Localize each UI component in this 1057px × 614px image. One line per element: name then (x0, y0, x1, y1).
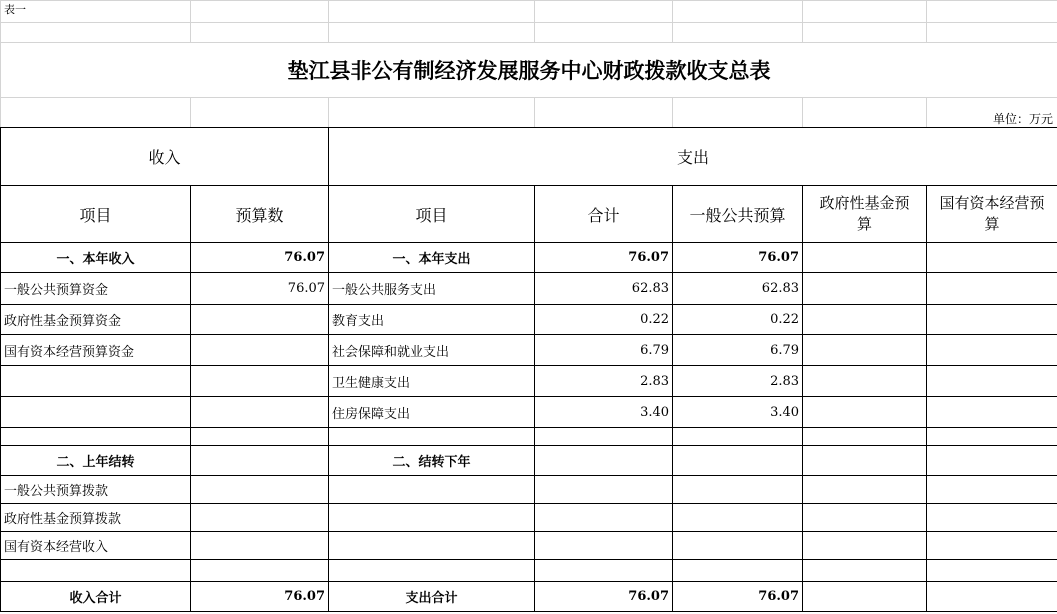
state-capital-cell[interactable] (927, 560, 1057, 582)
cell[interactable] (191, 98, 329, 128)
income-item-cell[interactable]: 国有资本经营收入 (1, 532, 191, 560)
state-capital-cell[interactable] (927, 446, 1057, 476)
page-title: 垫江县非公有制经济发展服务中心财政拨款收支总表 (1, 43, 1057, 98)
total-cell[interactable] (535, 532, 673, 560)
cell[interactable] (803, 1, 927, 23)
income-header: 收入 (1, 128, 329, 186)
gov-fund-cell[interactable] (803, 335, 927, 366)
cell[interactable] (673, 98, 803, 128)
expense-header: 支出 (329, 128, 1057, 186)
state-capital-cell[interactable] (927, 532, 1057, 560)
income-amount-cell[interactable]: 76.07 (191, 243, 329, 273)
budget-amount-header: 预算数 (191, 186, 329, 243)
gov-fund-cell[interactable] (803, 560, 927, 582)
cell[interactable] (927, 23, 1057, 43)
income-item-cell[interactable]: 政府性基金预算拨款 (1, 504, 191, 532)
state-capital-cell[interactable] (927, 428, 1057, 446)
table-row (1, 366, 1057, 397)
income-item-cell[interactable]: 收入合计 (1, 582, 191, 612)
expense-item-cell[interactable]: 一、本年支出 (329, 243, 535, 273)
total-cell[interactable]: 6.79 (535, 335, 673, 366)
income-amount-cell[interactable] (191, 446, 329, 476)
income-item-cell[interactable] (1, 366, 191, 397)
general-budget-cell[interactable] (673, 532, 803, 560)
table-row (1, 428, 1057, 446)
income-amount-cell[interactable] (191, 397, 329, 428)
state-capital-cell[interactable] (927, 305, 1057, 335)
gov-fund-cell[interactable] (803, 476, 927, 504)
income-item-cell[interactable] (1, 428, 191, 446)
gov-fund-cell[interactable] (803, 582, 927, 612)
general-budget-cell[interactable] (673, 476, 803, 504)
income-amount-cell[interactable] (191, 366, 329, 397)
total-header: 合计 (535, 186, 673, 243)
total-cell[interactable]: 76.07 (535, 582, 673, 612)
table-row (1, 243, 1057, 273)
expense-item-cell[interactable]: 二、结转下年 (329, 446, 535, 476)
cell[interactable] (191, 1, 329, 23)
income-item-cell[interactable] (1, 397, 191, 428)
total-cell[interactable]: 3.40 (535, 397, 673, 428)
income-amount-cell[interactable]: 76.07 (191, 273, 329, 305)
cell[interactable] (673, 1, 803, 23)
total-cell[interactable]: 2.83 (535, 366, 673, 397)
income-amount-cell[interactable] (191, 428, 329, 446)
total-cell[interactable] (535, 446, 673, 476)
income-item-cell[interactable]: 一般公共预算拨款 (1, 476, 191, 504)
gov-fund-cell[interactable] (803, 273, 927, 305)
table-row (1, 273, 1057, 305)
gov-fund-cell[interactable] (803, 428, 927, 446)
cell[interactable] (329, 98, 535, 128)
general-budget-cell[interactable] (673, 560, 803, 582)
general-budget-cell[interactable]: 76.07 (673, 243, 803, 273)
table-row (1, 335, 1057, 366)
gov-fund-cell[interactable] (803, 397, 927, 428)
income-item-header: 项目 (1, 186, 191, 243)
total-cell[interactable] (535, 560, 673, 582)
general-budget-cell[interactable] (673, 504, 803, 532)
table-row (1, 397, 1057, 428)
general-budget-cell[interactable]: 2.83 (673, 366, 803, 397)
cell[interactable] (927, 1, 1057, 23)
income-item-cell[interactable]: 一般公共预算资金 (1, 273, 191, 305)
gov-fund-cell[interactable] (803, 446, 927, 476)
income-amount-cell[interactable] (191, 532, 329, 560)
table-row (1, 446, 1057, 476)
cell[interactable] (1, 98, 191, 128)
total-cell[interactable]: 62.83 (535, 273, 673, 305)
general-budget-cell[interactable]: 62.83 (673, 273, 803, 305)
income-amount-cell[interactable] (191, 305, 329, 335)
cell[interactable] (329, 1, 535, 23)
table-row (1, 582, 1057, 612)
expense-item-cell[interactable] (329, 532, 535, 560)
general-budget-cell[interactable]: 6.79 (673, 335, 803, 366)
expense-item-cell[interactable]: 社会保障和就业支出 (329, 335, 535, 366)
general-budget-header: 一般公共预算 (673, 186, 803, 243)
budget-table (0, 127, 1057, 612)
total-cell[interactable] (535, 476, 673, 504)
expense-item-cell[interactable]: 卫生健康支出 (329, 366, 535, 397)
expense-item-cell[interactable]: 支出合计 (329, 582, 535, 612)
table-body (1, 243, 1057, 612)
expense-item-cell[interactable] (329, 428, 535, 446)
state-capital-cell[interactable] (927, 335, 1057, 366)
unit-label: 单位：万元 (927, 98, 1057, 128)
gov-fund-cell[interactable] (803, 504, 927, 532)
income-amount-cell[interactable]: 76.07 (191, 582, 329, 612)
expense-item-cell[interactable] (329, 560, 535, 582)
expense-item-cell[interactable] (329, 504, 535, 532)
general-budget-cell[interactable] (673, 428, 803, 446)
income-amount-cell[interactable] (191, 560, 329, 582)
cell[interactable] (803, 98, 927, 128)
state-capital-cell[interactable] (927, 582, 1057, 612)
gov-fund-cell[interactable] (803, 532, 927, 560)
cell[interactable] (535, 98, 673, 128)
total-cell[interactable] (535, 504, 673, 532)
expense-item-cell[interactable]: 教育支出 (329, 305, 535, 335)
expense-item-header: 项目 (329, 186, 535, 243)
total-cell[interactable]: 0.22 (535, 305, 673, 335)
cell[interactable] (803, 23, 927, 43)
gov-fund-cell[interactable] (803, 305, 927, 335)
table-row (1, 476, 1057, 504)
state-capital-cell[interactable] (927, 366, 1057, 397)
state-capital-cell[interactable] (927, 397, 1057, 428)
general-budget-cell[interactable]: 3.40 (673, 397, 803, 428)
income-item-cell[interactable]: 一、本年收入 (1, 243, 191, 273)
income-amount-cell[interactable] (191, 504, 329, 532)
income-item-cell[interactable]: 二、上年结转 (1, 446, 191, 476)
state-capital-header: 国有资本经营预算 (927, 186, 1057, 243)
gov-fund-cell[interactable] (803, 366, 927, 397)
general-budget-cell[interactable]: 0.22 (673, 305, 803, 335)
income-amount-cell[interactable] (191, 476, 329, 504)
table-row (1, 305, 1057, 335)
cell[interactable] (673, 23, 803, 43)
total-cell[interactable] (535, 428, 673, 446)
table-row (1, 532, 1057, 560)
expense-item-cell[interactable]: 一般公共服务支出 (329, 273, 535, 305)
expense-item-cell[interactable] (329, 476, 535, 504)
cell[interactable] (535, 1, 673, 23)
income-item-cell[interactable] (1, 560, 191, 582)
table-row (1, 504, 1057, 532)
table-row (1, 560, 1057, 582)
cell[interactable] (329, 23, 535, 43)
sheet-tag: 表一 (1, 1, 191, 23)
income-item-cell[interactable]: 政府性基金预算资金 (1, 305, 191, 335)
sheet-header-area (0, 0, 1057, 128)
expense-item-cell[interactable]: 住房保障支出 (329, 397, 535, 428)
state-capital-cell[interactable] (927, 273, 1057, 305)
income-amount-cell[interactable] (191, 335, 329, 366)
gov-fund-cell[interactable] (803, 243, 927, 273)
total-cell[interactable]: 76.07 (535, 243, 673, 273)
general-budget-cell[interactable] (673, 446, 803, 476)
state-capital-cell[interactable] (927, 504, 1057, 532)
cell[interactable] (535, 23, 673, 43)
cell[interactable] (191, 23, 329, 43)
gov-fund-header: 政府性基金预算 (803, 186, 927, 243)
state-capital-cell[interactable] (927, 476, 1057, 504)
cell[interactable] (1, 23, 191, 43)
state-capital-cell[interactable] (927, 243, 1057, 273)
general-budget-cell[interactable]: 76.07 (673, 582, 803, 612)
income-item-cell[interactable]: 国有资本经营预算资金 (1, 335, 191, 366)
